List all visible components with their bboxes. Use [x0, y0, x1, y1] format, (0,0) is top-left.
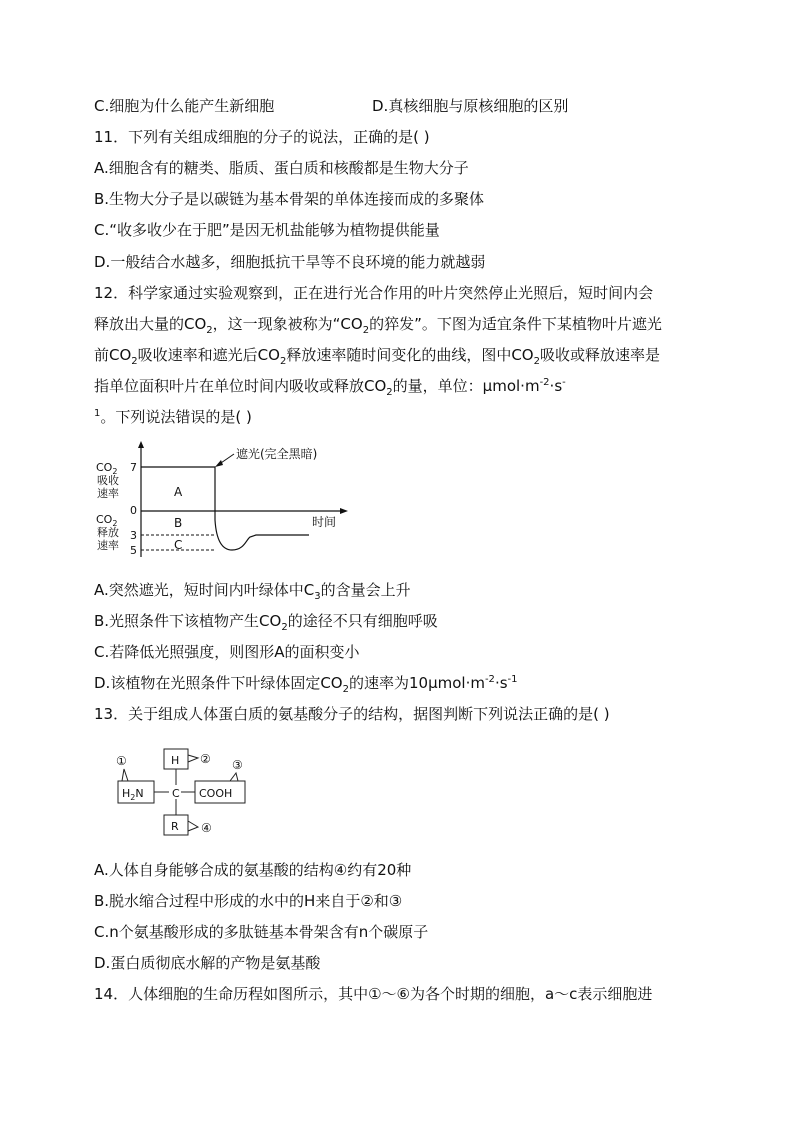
option-c-line: C.细胞为什么能产生新细胞 [94, 97, 275, 115]
q11-option-a: A.细胞含有的糖类、脂质、蛋白质和核酸都是生物大分子 [94, 159, 469, 177]
tick-7: 7 [130, 461, 137, 474]
tick-3: 3 [130, 529, 137, 542]
region-a-label: A [174, 485, 183, 499]
amino-pointer [122, 769, 128, 781]
label-circle-4: ④ [201, 821, 212, 835]
r-group-label: R [171, 820, 179, 833]
q12-option-b: B.光照条件下该植物产生$CO_2$的途径不只有细胞呼吸 [94, 612, 438, 633]
q11-option-c: C.“收多收少在于肥”是因无机盐能够为植物提供能量 [94, 221, 440, 239]
r-group-pointer [188, 821, 198, 831]
question-11: 11．下列有关组成细胞的分子的说法，正确的是( ) [94, 128, 430, 146]
question-14: 14．人体细胞的生命历程如图所示，其中①～⑥为各个时期的细胞，a～c表示细胞进 [94, 985, 653, 1003]
question-12-line5: $^1$。下列说法错误的是( ) [94, 408, 252, 426]
hydrogen-pointer [188, 755, 198, 762]
question-12-line4: 指单位面积叶片在单位时间内吸收或释放$CO_2$的量，单位：$\mu mol\cdot m^{-2}\cdot s^-$ [94, 377, 566, 398]
label-circle-1: ① [116, 754, 127, 768]
question-12-line2: 释放出大量的$CO_2$，这一现象被称为“$CO_2$的猝发”。下图为适宜条件下某植物叶片遮光 [94, 315, 662, 336]
option-d-line: D.真核细胞与原核细胞的区别 [372, 97, 569, 115]
release-rate-curve [215, 511, 309, 550]
ylabel-top-absorb: 吸收 [97, 474, 119, 487]
central-carbon: C [172, 787, 180, 800]
hydrogen-label: H [171, 754, 180, 767]
tick-0: 0 [130, 504, 137, 517]
amino-acid-figure [112, 745, 262, 840]
co2-rate-figure [94, 440, 354, 562]
region-b-label: B [174, 516, 183, 530]
ylabel-bot-rate: 速率 [97, 539, 119, 552]
tick-5: 5 [130, 544, 137, 557]
q13-option-d: D.蛋白质彻底水解的产物是氨基酸 [94, 954, 321, 972]
x-axis-arrow [340, 508, 348, 514]
label-circle-2: ② [200, 752, 211, 766]
question-13: 13．关于组成人体蛋白质的氨基酸分子的结构，据图判断下列说法正确的是( ) [94, 705, 610, 723]
ylabel-top-co2: $CO_2$ [96, 461, 118, 476]
q12-option-d: D.该植物在光照条件下叶绿体固定$CO_2$的速率为$10\mu mol\cdot m^{-2}\cdot s^{-1}$ [94, 674, 518, 695]
y-axis-arrow [138, 441, 144, 448]
q11-option-d: D.一般结合水越多，细胞抵抗干旱等不良环境的能力就越弱 [94, 253, 486, 271]
q11-option-b: B.生物大分子是以碳链为基本骨架的单体连接而成的多聚体 [94, 190, 485, 208]
ylabel-top-rate: 速率 [97, 487, 119, 500]
region-c-label: C [174, 538, 183, 552]
carboxyl-label: COOH [199, 787, 233, 800]
q13-option-b: B.脱水缩合过程中形成的水中的H来自于②和③ [94, 892, 403, 910]
label-circle-3: ③ [232, 758, 243, 772]
carboxyl-pointer [230, 773, 238, 781]
q13-option-a: A.人体自身能够合成的氨基酸的结构④约有20种 [94, 861, 412, 879]
ylabel-bot-co2: $CO_2$ [96, 513, 118, 528]
amino-group-label: $H_2N$ [122, 787, 144, 802]
question-12-line3: 前$CO_2$吸收速率和遮光后$CO_2$释放速率随时间变化的曲线，图中$CO_2$吸收或释放速率是 [94, 346, 660, 367]
dark-note: 遮光(完全黑暗) [236, 447, 318, 461]
q12-option-a: A.突然遮光，短时间内叶绿体中$C_3$的含量会上升 [94, 581, 411, 602]
note-arrow-head [215, 460, 223, 467]
question-12-line1: 12．科学家通过实验观察到，正在进行光合作用的叶片突然停止光照后，短时间内会 [94, 284, 654, 302]
ylabel-bot-release: 释放 [97, 526, 119, 539]
x-axis-label: 时间 [312, 515, 337, 529]
q12-option-c: C.若降低光照强度，则图形A的面积变小 [94, 643, 360, 661]
q13-option-c: C.n个氨基酸形成的多肽链基本骨架含有n个碳原子 [94, 923, 429, 941]
